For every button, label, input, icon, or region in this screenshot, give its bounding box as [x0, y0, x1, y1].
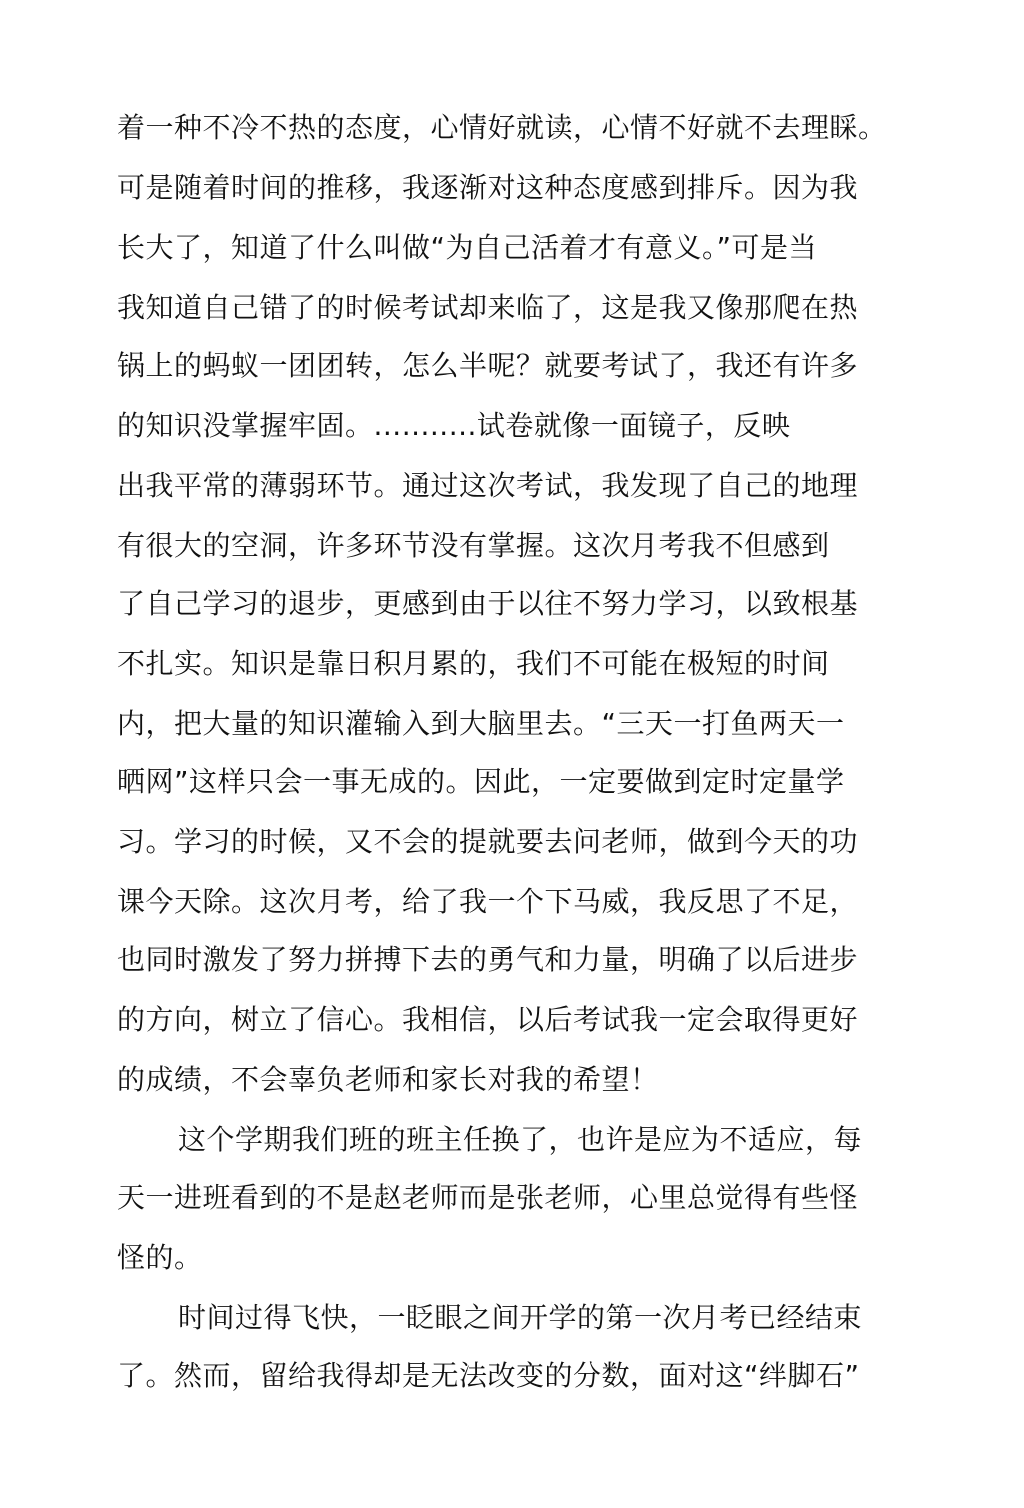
text-line: 着一种不冷不热的态度，心情好就读，心情不好就不去理睬。: [117, 111, 887, 144]
text-line: 了。然而，留给我得却是无法改变的分数，面对这“绊脚石”: [117, 1359, 860, 1392]
text-line: 怪的。: [117, 1241, 203, 1274]
text-line: 也同时激发了努力拼搏下去的勇气和力量，明确了以后进步: [117, 943, 859, 976]
text-line: 锅上的蚂蚁一团团转，怎么半呢？就要考试了，我还有许多: [117, 349, 859, 382]
text-line: 我知道自己错了的时候考试却来临了，这是我又像那爬在热: [117, 291, 859, 324]
text-line: 课今天除。这次月考，给了我一个下马威，我反思了不足，: [117, 885, 859, 918]
text-line: 有很大的空洞，许多环节没有掌握。这次月考我不但感到: [117, 529, 830, 562]
text-line: 了自己学习的退步，更感到由于以往不努力学习，以致根基: [117, 587, 859, 620]
text-line: 的成绩，不会辜负老师和家长对我的希望！: [117, 1063, 659, 1096]
text-line: 长大了，知道了什么叫做“为自己活着才有意义。”可是当: [117, 231, 818, 264]
paragraph-start-line: 这个学期我们班的班主任换了，也许是应为不适应，每: [178, 1123, 863, 1156]
paragraph-start-line: 时间过得飞快，一眨眼之间开学的第一次月考已经结束: [178, 1301, 863, 1334]
text-line: 出我平常的薄弱环节。通过这次考试，我发现了自己的地理: [117, 469, 859, 502]
text-line: 晒网”这样只会一事无成的。因此，一定要做到定时定量学: [117, 765, 845, 798]
text-line: 天一进班看到的不是赵老师而是张老师，心里总觉得有些怪: [117, 1181, 859, 1214]
text-line: 不扎实。知识是靠日积月累的，我们不可能在极短的时间: [117, 647, 830, 680]
text-line: 习。学习的时候，又不会的提就要去问老师，做到今天的功: [117, 825, 859, 858]
text-line: 的知识没掌握牢固。...........试卷就像一面镜子，反映: [117, 409, 791, 442]
text-line: 的方向，树立了信心。我相信，以后考试我一定会取得更好: [117, 1003, 859, 1036]
text-line: 可是随着时间的推移，我逐渐对这种态度感到排斥。因为我: [117, 171, 859, 204]
text-line: 内，把大量的知识灌输入到大脑里去。“三天一打鱼两天一: [117, 707, 845, 740]
